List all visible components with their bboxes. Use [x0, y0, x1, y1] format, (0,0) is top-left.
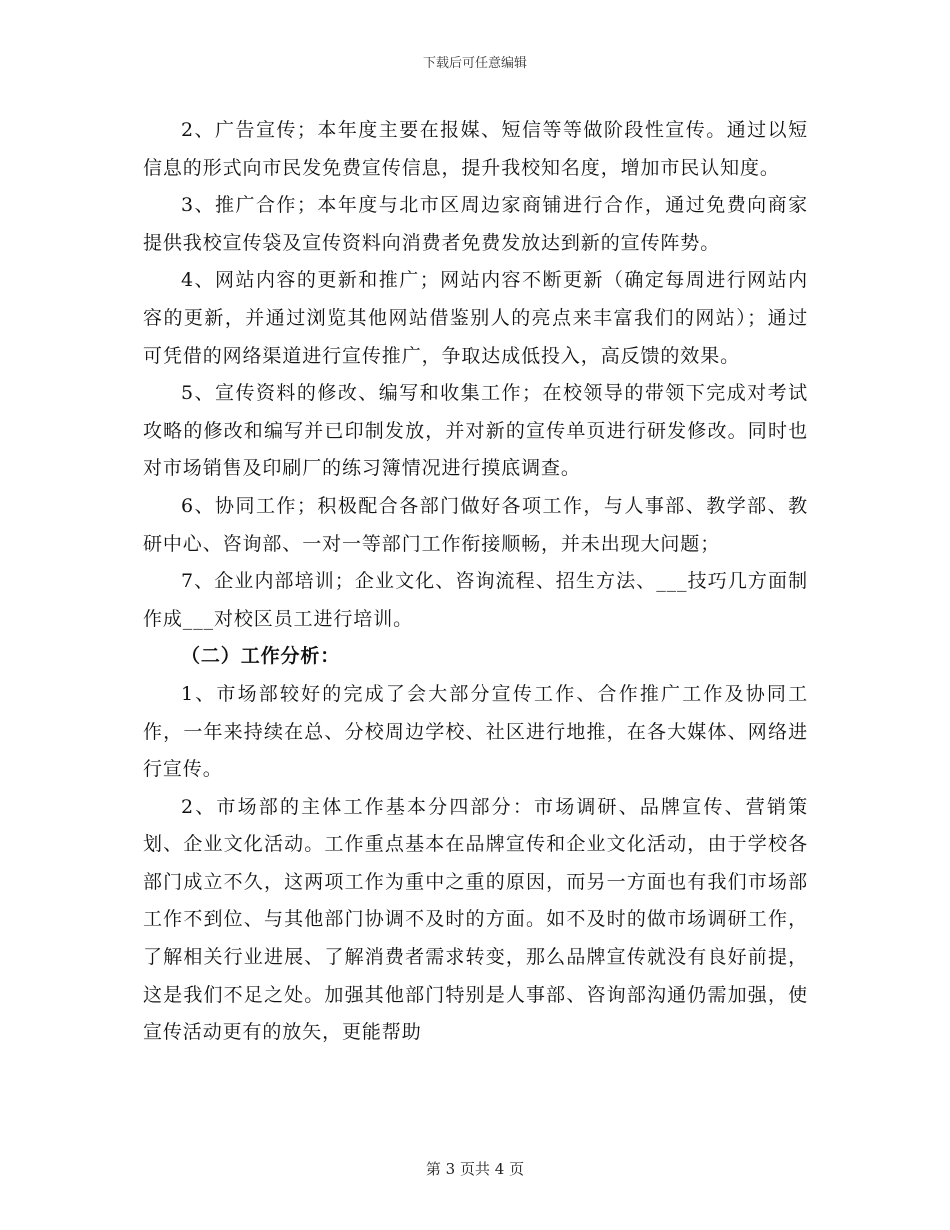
paragraph-analysis-2: 2、市场部的主体工作基本分四部分：市场调研、品牌宣传、营销策划、企业文化活动。工作重点基本在品牌宣传和企业文化活动，由于学校各部门成立不久，这两项工作为重中之重的原因，而另一方面也有我们市场部工作不到位、与其他部门协调不及时的方面。如不及时的做市场调研工作，了解相关行业进展、了解消费者需求转变，那么品牌宣传就没有良好前提，这是我们不足之处。加强其他部门特别是人事部、咨询部沟通仍需加强，使宣传活动更有的放矢，更能帮助: [143, 795, 808, 1044]
paragraph-internal-training: 7、企业内部培训；企业文化、咨询流程、招生方法、___技巧几方面制作成___对校区员工进行培训。: [143, 570, 808, 630]
document-body: [143, 112, 808, 1052]
paragraph-promotion-cooperation: 3、推广合作；本年度与北市区周边家商铺进行合作，通过免费向商家提供我校宣传袋及宣传资料向消费者免费发放达到新的宣传阵势。: [143, 194, 808, 254]
section-heading-work-analysis: （二）工作分析：: [181, 645, 341, 668]
page-number-footer: 第 3 页共 4 页: [425, 1160, 525, 1178]
paragraph-website-update: 4、网站内容的更新和推广；网站内容不断更新（确定每周进行网站内容的更新，并通过浏览其他网站借鉴别人的亮点来丰富我们的网站）；通过可凭借的网络渠道进行宣传推广，争取达成低投入，高反馈的效果。: [143, 269, 808, 367]
paragraph-materials-editing: 5、宣传资料的修改、编写和收集工作；在校领导的带领下完成对考试攻略的修改和编写并已印制发放，并对新的宣传单页进行研发修改。同时也对市场销售及印刷厂的练习簿情况进行摸底调查。: [143, 382, 808, 480]
paragraph-collaboration: 6、协同工作；积极配合各部门做好各项工作，与人事部、教学部、教研中心、咨询部、一对一等部门工作衔接顺畅，并未出现大问题；: [143, 494, 808, 555]
page-header-note: 下载后可任意编辑: [422, 56, 527, 71]
paragraph-advertising: 2、广告宣传；本年度主要在报媒、短信等等做阶段性宣传。通过以短信息的形式向市民发免费宣传信息，提升我校知名度，增加市民认知度。: [143, 119, 808, 179]
paragraph-analysis-1: 1、市场部较好的完成了会大部分宣传工作、合作推广工作及协同工作，一年来持续在总、分校周边学校、社区进行地推，在各大媒体、网络进行宣传。: [143, 682, 808, 781]
